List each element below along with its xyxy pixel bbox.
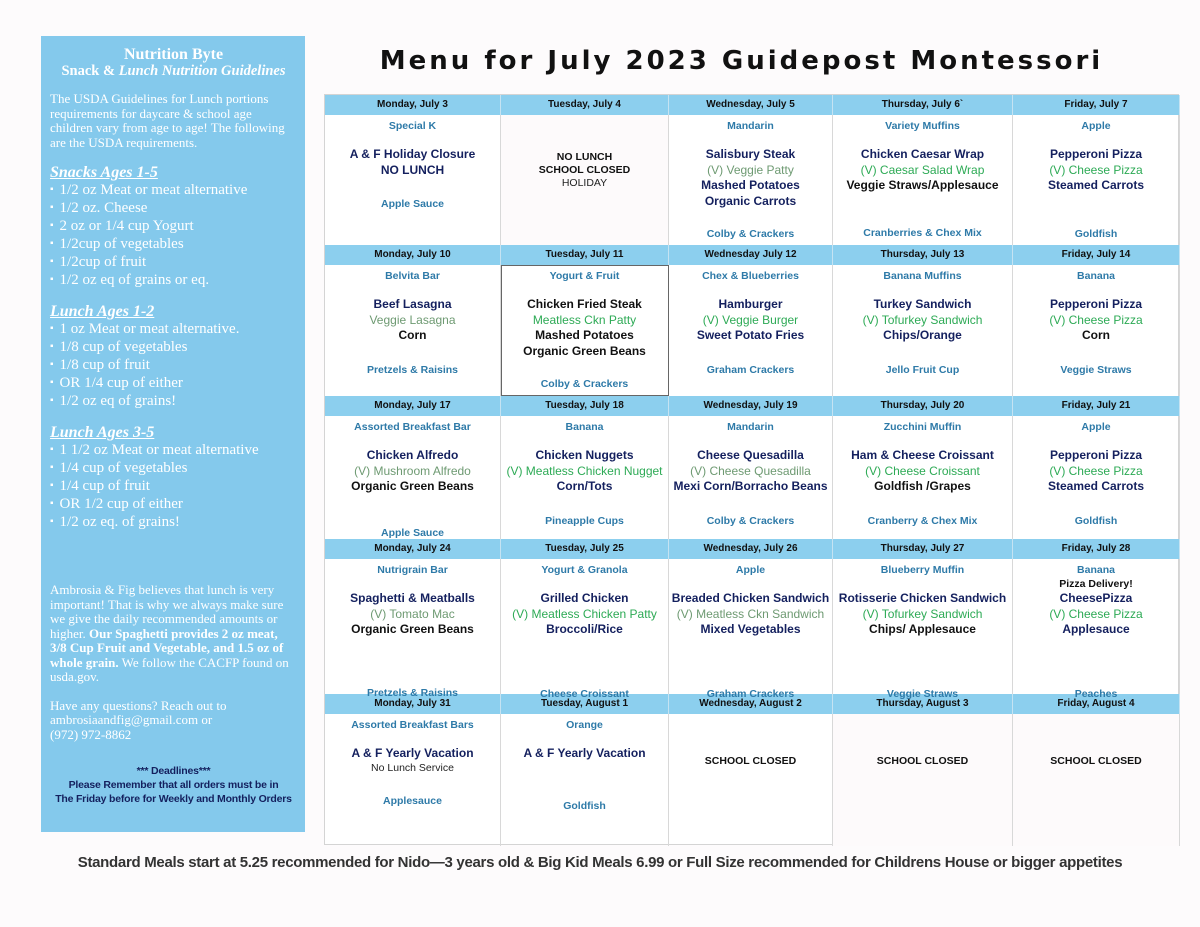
morning-snack: Mandarin <box>727 421 774 433</box>
morning-snack: Apple <box>735 564 766 576</box>
morning-snack: Banana <box>1077 270 1115 282</box>
morning-snack: Mandarin <box>727 120 774 132</box>
contact-line: Have any questions? Reach out to <box>50 697 227 713</box>
day-menu-cell <box>1013 115 1180 245</box>
day-header: Wednesday, August 2 <box>669 694 833 714</box>
afternoon-snack: Colby & Crackers <box>540 378 629 390</box>
morning-snack: Assorted Breakfast Bar <box>354 421 471 433</box>
day-header: Monday, July 17 <box>325 396 501 416</box>
day-header: Monday, July 24 <box>325 539 501 559</box>
lunch-item: Chicken Fried Steak <box>527 297 642 311</box>
para-text: Ambrosia & Fig believes that lunch is very important! That is why we always make sure we give the daily recommended amounts or higher. <box>50 582 284 641</box>
day-header: Friday, July 14 <box>1013 245 1180 265</box>
sidebar-subtitle <box>50 63 297 80</box>
lunch-item: Salisbury Steak <box>705 147 796 161</box>
day-menu-cell <box>833 714 1013 846</box>
day-menu-cell <box>669 559 833 700</box>
guideline-item: ▪ 1 oz Meat or meat alternative. <box>50 320 297 338</box>
lunch-item: Pepperoni Pizza <box>1049 147 1143 161</box>
lunch-item: A & F Yearly Vacation <box>523 746 646 760</box>
lunch-items <box>325 746 500 775</box>
lunch-item: Corn <box>1082 328 1110 342</box>
day-menu-cell <box>833 416 1013 539</box>
lunch-items <box>1013 448 1179 495</box>
lunch-item: Steamed Carrots <box>1047 178 1145 192</box>
day-menu-cell <box>833 115 1013 245</box>
sidebar-paragraph <box>50 583 297 685</box>
guideline-sections <box>50 164 297 531</box>
day-menu-cell <box>669 115 833 245</box>
day-menu-cell <box>1013 559 1180 700</box>
lunch-item: Organic Green Beans <box>523 343 646 358</box>
lunch-items <box>325 297 500 344</box>
lunch-items <box>1013 577 1179 638</box>
lunch-items <box>501 591 668 638</box>
deadline-line: The Friday before for Weekly and Monthly Orders <box>55 793 292 805</box>
lunch-item: SCHOOL CLOSED <box>704 755 797 767</box>
lunch-item: Steamed Carrots <box>1047 479 1145 493</box>
lunch-items <box>833 147 1012 194</box>
guideline-item: ▪ 1/2 oz eq of grains or eq. <box>50 271 297 289</box>
day-menu-cell <box>1013 265 1180 396</box>
day-header: Tuesday, July 4 <box>501 95 669 115</box>
afternoon-snack: Goldfish <box>1074 515 1118 527</box>
day-menu-cell <box>325 265 501 396</box>
lunch-item: A & F Yearly Vacation <box>351 746 474 760</box>
day-menu-cell <box>501 416 669 539</box>
day-header: Friday, July 21 <box>1013 396 1180 416</box>
deadline-heading: *** Deadlines*** <box>136 765 211 777</box>
lunch-item: Chicken Alfredo <box>366 448 459 462</box>
vegetarian-option: (V) Veggie Patty <box>707 162 794 177</box>
lunch-item: Chicken Caesar Wrap <box>860 147 985 161</box>
day-header: Friday, July 7 <box>1013 95 1180 115</box>
vegetarian-option: Veggie Lasagna <box>369 312 456 327</box>
day-menu-cell <box>1013 714 1180 846</box>
lunch-item: Goldfish /Grapes <box>874 479 971 493</box>
lunch-item: Ham & Cheese Croissant <box>851 448 994 462</box>
day-menu-cell <box>501 265 669 396</box>
day-header: Tuesday, August 1 <box>501 694 669 714</box>
day-header: Thursday, July 13 <box>833 245 1013 265</box>
guideline-item: ▪ 1/8 cup of vegetables <box>50 338 297 356</box>
menu-calendar-grid <box>324 94 1179 845</box>
sidebar-intro: The USDA Guidelines for Lunch portions requirements for daycare & school age children vary from age to age! The following are the USDA requirements. <box>50 91 285 150</box>
lunch-item: Broccoli/Rice <box>546 622 623 636</box>
afternoon-snack: Pretzels & Raisins <box>366 687 459 699</box>
afternoon-snack: Apple Sauce <box>380 198 445 210</box>
lunch-item: Rotisserie Chicken Sandwich <box>838 591 1007 605</box>
guideline-item: ▪ 2 oz or 1/4 cup Yogurt <box>50 217 297 235</box>
morning-snack: Belvita Bar <box>385 270 440 282</box>
day-header: Thursday, July 20 <box>833 396 1013 416</box>
morning-snack: Variety Muffins <box>885 120 960 132</box>
afternoon-snack: Graham Crackers <box>706 364 795 376</box>
section-heading: Lunch Ages 1-2 <box>50 303 155 320</box>
day-menu-cell <box>501 115 669 245</box>
lunch-item: Hamburger <box>718 297 783 311</box>
page-title: Menu for July 2023 Guidepost Montessori <box>379 46 1104 76</box>
morning-snack: Blueberry Muffin <box>880 564 965 576</box>
lunch-items <box>669 591 832 638</box>
sidebar-title: Nutrition Byte <box>123 46 224 63</box>
lunch-item: Chips/ Applesauce <box>869 622 976 636</box>
vegetarian-option: (V) Caesar Salad Wrap <box>860 162 985 177</box>
lunch-items <box>669 448 832 495</box>
lunch-items <box>833 591 1012 638</box>
day-menu-cell <box>833 265 1013 396</box>
vegetarian-option: (V) Cheese Pizza <box>1049 606 1143 621</box>
lunch-item: Mashed Potatoes <box>701 178 800 192</box>
pricing-footer: Standard Meals start at 5.25 recommended for Nido—3 years old & Big Kid Meals 6.99 or Full Size recommended for Childrens House or bigger appetites <box>77 854 1123 871</box>
lunch-item: Applesauce <box>1062 622 1130 636</box>
vegetarian-option: (V) Tofurkey Sandwich <box>862 606 983 621</box>
subtitle-part-b: Lunch Nutrition Guidelines <box>118 63 286 79</box>
day-header: Thursday, July 6` <box>833 95 1013 115</box>
lunch-items <box>325 591 500 638</box>
afternoon-snack: Apple Sauce <box>380 527 445 539</box>
lunch-item: No Lunch Service <box>371 761 454 774</box>
afternoon-snack: Veggie Straws <box>886 688 959 700</box>
day-menu-cell <box>833 559 1013 700</box>
day-menu-cell <box>325 416 501 539</box>
guideline-item: ▪ 1 1/2 oz Meat or meat alternative <box>50 441 297 459</box>
afternoon-snack: Cheese Croissant <box>540 688 629 700</box>
guideline-item: ▪ 1/4 cup of fruit <box>50 477 297 495</box>
lunch-items <box>669 297 832 344</box>
lunch-items <box>1013 147 1179 194</box>
day-header: Thursday, August 3 <box>833 694 1013 714</box>
vegetarian-option: (V) Meatless Chicken Patty <box>512 606 657 621</box>
day-header: Tuesday, July 25 <box>501 539 669 559</box>
guideline-item: ▪ OR 1/2 cup of either <box>50 495 297 513</box>
day-menu-cell <box>325 115 501 245</box>
section-heading: Snacks Ages 1-5 <box>50 164 158 181</box>
afternoon-snack: Colby & Crackers <box>706 515 795 527</box>
afternoon-snack: Cranberries & Chex Mix <box>863 227 982 239</box>
lunch-item: Organic Green Beans <box>351 479 474 493</box>
day-menu-cell <box>501 559 669 700</box>
day-menu-cell <box>1013 416 1180 539</box>
lunch-item: Veggie Straws/Applesauce <box>846 178 999 192</box>
para-text-end: We follow the CACFP found on usda.gov. <box>50 654 289 684</box>
lunch-items <box>501 151 668 190</box>
guideline-item: ▪ 1/2 oz eq of grains! <box>50 392 297 410</box>
day-header: Friday, July 28 <box>1013 539 1180 559</box>
day-menu-cell <box>501 714 669 846</box>
lunch-item: NO LUNCH <box>380 162 445 177</box>
lunch-items <box>1013 755 1179 768</box>
morning-snack <box>833 718 1012 732</box>
lunch-item: SCHOOL CLOSED <box>876 755 969 767</box>
day-menu-cell <box>325 559 501 699</box>
morning-snack: Special K <box>388 120 437 132</box>
day-menu-cell <box>669 714 833 846</box>
afternoon-snack: Pineapple Cups <box>545 515 624 527</box>
guideline-item: ▪ 1/2cup of fruit <box>50 253 297 271</box>
vegetarian-option: (V) Meatless Ckn Sandwich <box>676 606 825 621</box>
lunch-item: Organic Carrots <box>704 193 797 208</box>
day-header: Tuesday, July 11 <box>501 245 669 265</box>
lunch-item: Corn <box>398 328 427 342</box>
day-header: Thursday, July 27 <box>833 539 1013 559</box>
day-menu-cell <box>669 416 833 539</box>
afternoon-snack: Colby & Crackers <box>706 228 795 240</box>
day-header: Wednesday, July 26 <box>669 539 833 559</box>
lunch-item: Mashed Potatoes <box>535 328 634 342</box>
lunch-item: Grilled Chicken <box>540 591 629 605</box>
morning-snack: Chex & Blueberries <box>702 270 799 282</box>
morning-snack: Nutrigrain Bar <box>377 564 448 576</box>
vegetarian-option: (V) Cheese Pizza <box>1049 463 1143 478</box>
morning-snack: Apple <box>1081 421 1111 433</box>
morning-snack: Assorted Breakfast Bars <box>351 719 474 731</box>
day-menu-cell <box>669 265 833 396</box>
contact-phone: (972) 972-8862 <box>50 726 132 742</box>
vegetarian-option: Meatless Ckn Patty <box>532 312 637 327</box>
vegetarian-option: (V) Veggie Burger <box>702 312 799 327</box>
lunch-item: Mexi Corn/Borracho Beans <box>673 479 828 493</box>
lunch-item: NO LUNCH <box>556 151 613 163</box>
section-heading: Lunch Ages 3-5 <box>50 424 155 441</box>
lunch-item: HOLIDAY <box>561 177 608 189</box>
vegetarian-option: (V) Cheese Pizza <box>1049 312 1143 327</box>
guideline-item: ▪ 1/2 oz eq. of grains! <box>50 513 297 531</box>
lunch-item: Organic Green Beans <box>351 622 474 636</box>
day-header: Wednesday July 12 <box>669 245 833 265</box>
guideline-item: ▪ 1/4 cup of vegetables <box>50 459 297 477</box>
guideline-item: ▪ 1/2 oz. Cheese <box>50 199 297 217</box>
day-header: Wednesday, July 19 <box>669 396 833 416</box>
lunch-item: Pepperoni Pizza <box>1049 297 1143 311</box>
vegetarian-option: (V) Mushroom Alfredo <box>354 463 471 478</box>
lunch-items <box>1013 297 1179 344</box>
lunch-items <box>833 755 1012 768</box>
guideline-item: ▪ 1/8 cup of fruit <box>50 356 297 374</box>
lunch-item: Sweet Potato Fries <box>696 328 805 342</box>
lunch-item: Beef Lasagna <box>373 297 452 311</box>
lunch-item: CheesePizza <box>1059 591 1133 605</box>
morning-snack: Banana <box>565 421 604 433</box>
guideline-list <box>50 441 297 531</box>
para-bold-text: Our Spaghetti provides 2 oz meat, 3/8 Cup Fruit and Vegetable, and 1.5 oz of whole grain. <box>50 625 284 670</box>
afternoon-snack: Jello Fruit Cup <box>885 364 960 376</box>
guideline-item: ▪ OR 1/4 cup of either <box>50 374 297 392</box>
lunch-items <box>501 297 668 359</box>
vegetarian-option: (V) Tofurkey Sandwich <box>862 312 983 327</box>
guideline-list <box>50 181 297 289</box>
contact-info <box>50 699 297 743</box>
lunch-items <box>325 448 500 495</box>
day-header: Monday, July 3 <box>325 95 501 115</box>
morning-snack: Yogurt & Fruit <box>549 270 620 282</box>
afternoon-snack: Graham Crackers <box>706 688 795 700</box>
lunch-item: Pepperoni Pizza <box>1049 448 1143 462</box>
lunch-item: Turkey Sandwich <box>873 297 972 311</box>
day-header: Tuesday, July 18 <box>501 396 669 416</box>
morning-snack: Zucchini Muffin <box>883 421 962 433</box>
deadline-line: Please Remember that all orders must be in <box>68 779 279 791</box>
lunch-item: SCHOOL CLOSED <box>538 164 631 176</box>
subtitle-part-a: Snack & <box>61 63 119 79</box>
lunch-items <box>501 448 668 495</box>
lunch-items <box>325 147 500 178</box>
afternoon-snack: Peaches <box>1074 688 1118 700</box>
vegetarian-option: (V) Cheese Croissant <box>865 463 980 478</box>
afternoon-snack: Goldfish <box>563 800 606 812</box>
day-header: Friday, August 4 <box>1013 694 1180 714</box>
morning-snack: Orange <box>566 719 603 731</box>
guideline-item: ▪ 1/2 oz Meat or meat alternative <box>50 181 297 199</box>
morning-snack <box>669 718 832 732</box>
afternoon-snack: Goldfish <box>1074 228 1118 240</box>
lunch-item: Chips/Orange <box>883 328 962 342</box>
vegetarian-option: (V) Cheese Quesadilla <box>690 463 811 478</box>
lunch-items <box>501 746 668 762</box>
lunch-items <box>669 147 832 209</box>
vegetarian-option: (V) Cheese Pizza <box>1049 162 1143 177</box>
lunch-item: A & F Holiday Closure <box>349 147 476 161</box>
special-note: Pizza Delivery! <box>1059 578 1133 590</box>
day-header: Monday, July 10 <box>325 245 501 265</box>
lunch-item: SCHOOL CLOSED <box>1050 755 1142 767</box>
afternoon-snack: Cranberry & Chex Mix <box>867 515 978 527</box>
morning-snack <box>1013 718 1179 732</box>
vegetarian-option: (V) Tomato Mac <box>370 606 455 621</box>
morning-snack: Yogurt & Granola <box>541 564 628 576</box>
lunch-item: Spaghetti & Meatballs <box>350 591 475 605</box>
deadlines-note <box>50 764 297 806</box>
lunch-items <box>833 297 1012 344</box>
guideline-item: ▪ 1/2cup of vegetables <box>50 235 297 253</box>
afternoon-snack: Applesauce <box>383 795 442 807</box>
day-header: Monday, July 31 <box>325 694 501 714</box>
guideline-list <box>50 320 297 410</box>
lunch-item: Breaded Chicken Sandwich <box>671 591 830 605</box>
afternoon-snack: Veggie Straws <box>1060 364 1132 376</box>
morning-snack: Apple <box>1081 120 1111 132</box>
morning-snack <box>501 119 668 133</box>
contact-email: ambrosiaandfig@gmail.com or <box>50 712 213 727</box>
morning-snack: Banana Muffins <box>883 270 962 282</box>
nutrition-sidebar <box>41 36 305 832</box>
day-menu-cell <box>325 714 501 846</box>
lunch-items <box>833 448 1012 495</box>
lunch-item: Corn/Tots <box>556 479 613 493</box>
afternoon-snack: Pretzels & Raisins <box>366 364 459 376</box>
lunch-item: Cheese Quesadilla <box>697 448 804 462</box>
lunch-items <box>669 755 832 768</box>
morning-snack: Banana <box>1077 564 1115 576</box>
lunch-item: Chicken Nuggets <box>535 448 634 462</box>
vegetarian-option: (V) Meatless Chicken Nugget <box>506 463 663 478</box>
lunch-item: Mixed Vegetables <box>700 622 801 636</box>
day-header: Wednesday, July 5 <box>669 95 833 115</box>
